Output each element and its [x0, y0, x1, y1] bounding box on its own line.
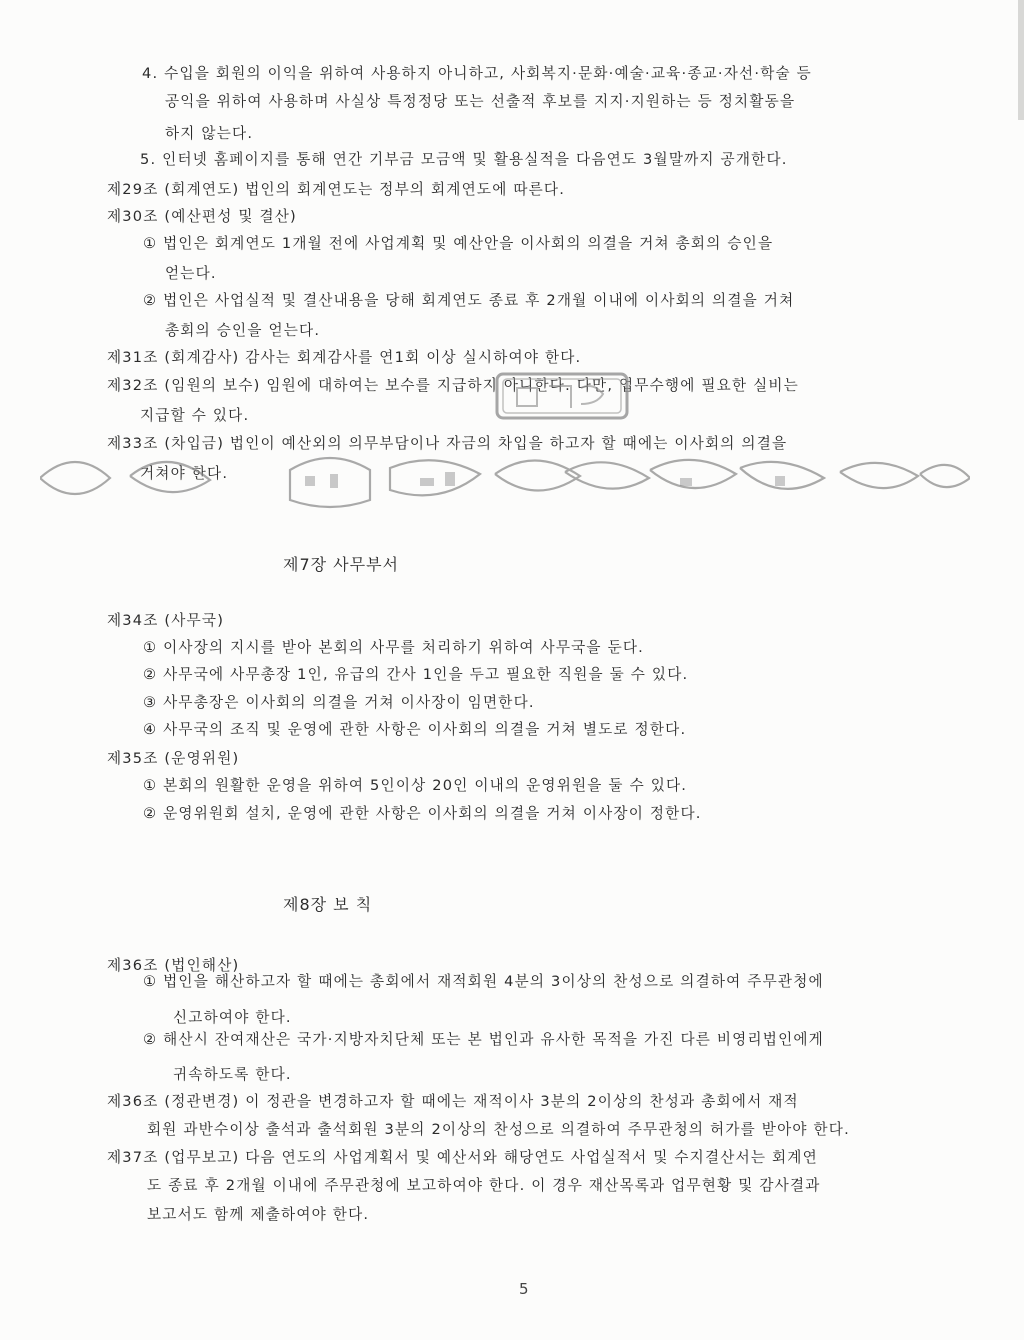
text-line: 신고하여야 한다. — [173, 1009, 292, 1026]
text-line: 회원 과반수이상 출석과 출석회원 3분의 2이상의 찬성으로 의결하여 주무관청의 허가를 받아야 한다. — [147, 1121, 850, 1138]
text-line: 하지 않는다. — [165, 125, 254, 142]
text-line: ① 법인을 해산하고자 할 때에는 총회에서 재적회원 4분의 3이상의 찬성으로 의결하여 주무관청에 — [143, 973, 824, 990]
text-line: ① 본회의 원활한 운영을 위하여 5인이상 20인 이내의 운영위원을 둘 수 있다. — [143, 777, 688, 794]
seal-impressions-row — [40, 448, 970, 510]
text-line: 지급할 수 있다. — [140, 407, 250, 424]
article-37: 제37조 (업무보고) 다음 연도의 사업계획서 및 예산서와 해당연도 사업실적서 및 수지결산서는 회계연 — [107, 1149, 818, 1166]
text-line: 공익을 위하여 사용하며 사실상 특정정당 또는 선출적 후보를 지지·지원하는 등 정치활동을 — [165, 93, 796, 110]
text-line: 총회의 승인을 얻는다. — [165, 322, 321, 339]
article-36-amend: 제36조 (정관변경) 이 정관을 변경하고자 할 때에는 재적이사 3분의 2이상의 찬성과 총회에서 재적 — [107, 1093, 799, 1110]
text-line: 귀속하도록 한다. — [173, 1066, 292, 1083]
text-line: ① 법인은 회계연도 1개월 전에 사업계획 및 예산안을 이사회의 의결을 거쳐 총회의 승인을 — [143, 235, 774, 252]
text-line: ② 사무국에 사무총장 1인, 유급의 간사 1인을 두고 필요한 직원을 둘 수 있다. — [143, 666, 689, 683]
text-line: ② 법인은 사업실적 및 결산내용을 당해 회계연도 종료 후 2개월 이내에 이사회의 의결을 거쳐 — [143, 292, 795, 309]
text-line: ④ 사무국의 조직 및 운영에 관한 사항은 이사회의 의결을 거쳐 별도로 정한다. — [143, 721, 687, 738]
article-36-title: 제36조 (법인해산) — [107, 957, 240, 974]
text-line: 거쳐야 한다. — [140, 465, 229, 482]
scan-edge — [1018, 0, 1024, 120]
text-line: ① 이사장의 지시를 받아 본회의 사무를 처리하기 위하여 사무국을 둔다. — [143, 639, 645, 656]
article-31: 제31조 (회계감사) 감사는 회계감사를 연1회 이상 실시하여야 한다. — [107, 349, 582, 366]
article-35-title: 제35조 (운영위원) — [107, 750, 240, 767]
article-33: 제33조 (차입금) 법인이 예산외의 의무부담이나 자금의 차입을 하고자 할 때에는 이사회의 의결을 — [107, 435, 788, 452]
text-line: 얻는다. — [165, 265, 217, 282]
text-line: ② 운영위원회 설치, 운영에 관한 사항은 이사회의 의결을 거쳐 이사장이 정한다. — [143, 805, 702, 822]
article-30-title: 제30조 (예산편성 및 결산) — [107, 208, 297, 225]
official-seal-stamp — [493, 370, 631, 422]
article-29: 제29조 (회계연도) 법인의 회계연도는 정부의 회계연도에 따른다. — [107, 181, 566, 198]
text-line: ② 해산시 잔여재산은 국가·지방자치단체 또는 본 법인과 유사한 목적을 가진 다른 비영리법인에게 — [143, 1031, 824, 1048]
chapter-7-heading: 제7장 사무부서 — [283, 555, 400, 574]
article-32: 제32조 (임원의 보수) 임원에 대하여는 보수를 지급하지 아니한다. 다만, 업무수행에 필요한 실비는 — [107, 377, 799, 394]
page-number: 5 — [519, 1280, 529, 1298]
text-line: 도 종료 후 2개월 이내에 주무관청에 보고하여야 한다. 이 경우 재산목록과 업무현황 및 감사결과 — [147, 1177, 821, 1194]
text-line: 5. 인터넷 홈페이지를 통해 연간 기부금 모금액 및 활용실적을 다음연도 3월말까지 공개한다. — [140, 151, 788, 168]
text-line: 보고서도 함께 제출하여야 한다. — [147, 1206, 370, 1223]
article-34-title: 제34조 (사무국) — [107, 612, 225, 629]
text-line: 4. 수입을 회원의 이익을 위하여 사용하지 아니하고, 사회복지·문화·예술·교육·종교·자선·학술 등 — [142, 65, 812, 82]
chapter-8-heading: 제8장 보 칙 — [283, 895, 373, 914]
text-line: ③ 사무총장은 이사회의 의결을 거쳐 이사장이 임면한다. — [143, 694, 535, 711]
